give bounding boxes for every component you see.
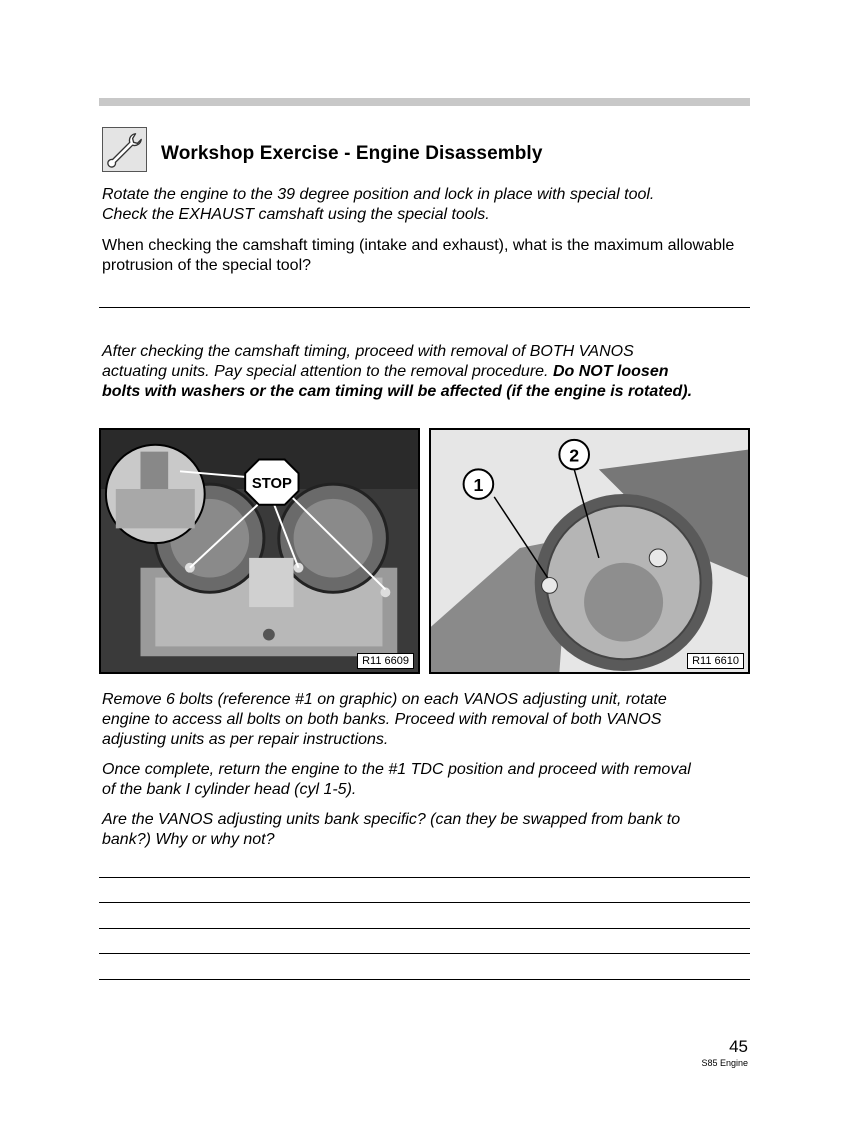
page-number: 45 [729, 1037, 748, 1056]
remove-line-2: engine to access all bolts on both banks. Proceed with removal of both VANOS [102, 711, 662, 728]
callout-2: 2 [569, 445, 580, 466]
figure-caption-left: R11 6609 [357, 653, 414, 669]
question-2-line-2: bank?) Why or why not? [102, 831, 275, 848]
intro-line-2: Check the EXHAUST camshaft using the special tools. [102, 206, 490, 223]
complete-instructions [102, 760, 752, 800]
question-1-line-2: protrusion of the special tool? [102, 257, 312, 274]
answer-line-2[interactable] [99, 877, 750, 878]
stop-sign-label: STOP [251, 476, 292, 493]
complete-line-2: of the bank I cylinder head (cyl 1-5). [102, 781, 357, 798]
vanos-instructions [102, 342, 752, 402]
intro-line-1: Rotate the engine to the 39 degree position and lock in place with special tool. [102, 186, 655, 203]
question-1-line-1: When checking the camshaft timing (intake and exhaust), what is the maximum allowable [102, 237, 735, 254]
wrench-icon [102, 127, 147, 172]
answer-line-4[interactable] [99, 928, 750, 929]
engine-photo-right [429, 428, 750, 674]
remove-line-3: adjusting units as per repair instructions. [102, 731, 389, 748]
header-divider-bar [99, 98, 750, 106]
complete-line-1: Once complete, return the engine to the #1 TDC position and proceed with removal [102, 761, 691, 778]
vanos-line-2 [102, 362, 752, 382]
question-2 [102, 810, 752, 850]
vanos-line-2-text: actuating units. Pay special attention to the removal procedure. [102, 363, 553, 380]
vanos-warning-line: bolts with washers or the cam timing will be affected (if the engine is rotated). [102, 383, 693, 400]
exercise-title: Workshop Exercise - Engine Disassembly [161, 143, 543, 164]
figure-caption-right: R11 6610 [687, 653, 744, 669]
callout-1: 1 [473, 475, 484, 495]
engine-photo-left [99, 428, 420, 674]
answer-line-3[interactable] [99, 902, 750, 903]
remove-line-1: Remove 6 bolts (reference #1 on graphic) on each VANOS adjusting unit, rotate [102, 691, 667, 708]
vanos-line-1: After checking the camshaft timing, proceed with removal of BOTH VANOS [102, 343, 634, 360]
vanos-warning-start: Do NOT loosen [552, 363, 669, 380]
answer-line-5[interactable] [99, 953, 750, 954]
question-2-line-1: Are the VANOS adjusting units bank specific? (can they be swapped from bank to [102, 811, 681, 828]
answer-line-1[interactable] [99, 307, 750, 308]
remove-instructions [102, 690, 752, 750]
question-1 [102, 236, 752, 276]
intro-paragraph [102, 185, 752, 225]
document-name: S85 Engine [701, 1058, 748, 1068]
answer-line-6[interactable] [99, 979, 750, 980]
